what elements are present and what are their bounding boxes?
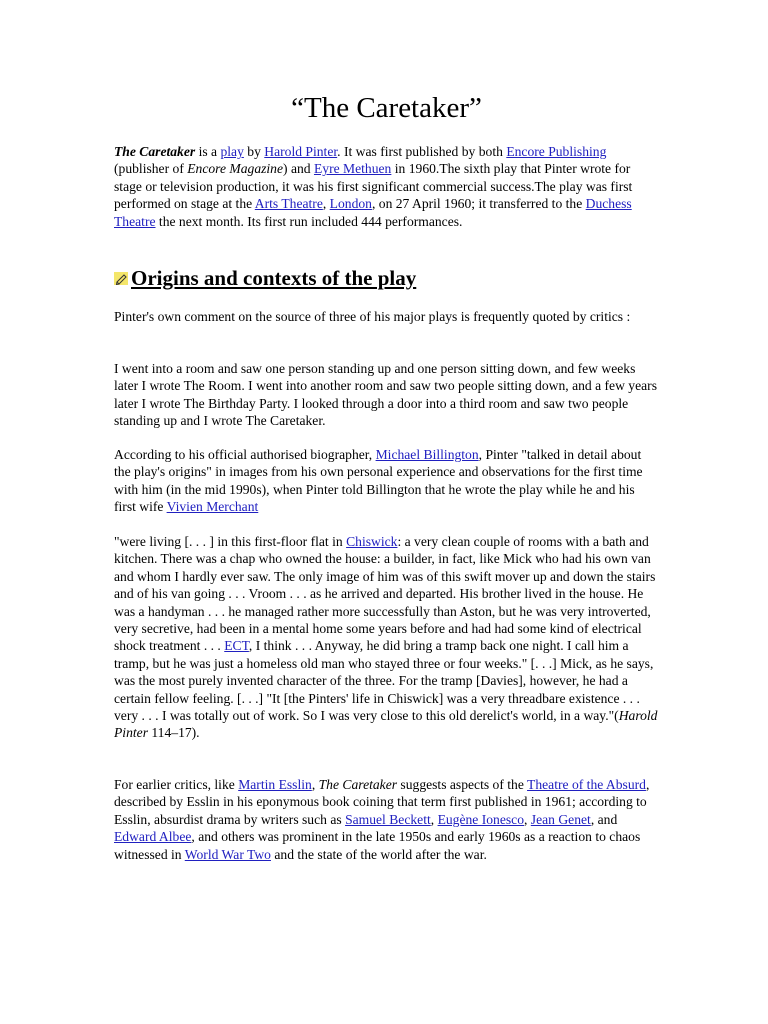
link-samuel-beckett[interactable]: Samuel Beckett [345,811,431,827]
link-harold-pinter[interactable]: Harold Pinter [264,144,338,159]
link-arts-theatre[interactable]: Arts Theatre [254,196,323,212]
link-vivien-merchant[interactable]: Vivien Merchant [166,499,259,515]
link-martin-esslin[interactable]: Martin Esslin [238,777,312,792]
paragraph-pinter-quote: I went into a room and saw one person standing up and one person sitting down, and few weeks later I wrote The Room. I went into another room and saw two people sitting down, and a few years later I wrote The Birthday Party. I looked through a door into a third room and saw two people standing up and I wrote The Caretaker. [114,361,657,429]
intro-paragraph: The Caretaker is a play by Harold Pinter. It was first published by both Encore Publishing (publisher of Encore Magazine) and Eyre Methuen in 1960.The sixth play that Pinter wrote for stage or television production, it was his first significant commercial success.The play was first performed on stage at the Arts Theatre, London, on 27 April 1960; it transferred to the Duchess Theatre the next month. Its first run included 444 performances. [114,144,633,229]
link-theatre-of-the-absurd[interactable]: Theatre of the Absurd [527,777,646,792]
paragraph-pinter-comment: Pinter's own comment on the source of three of his major plays is frequently quoted by critics : [114,309,631,324]
link-eugene-ionesco[interactable]: Eugène Ionesco [437,811,524,827]
play-title-italic: The Caretaker [318,777,398,792]
paragraph-billington: According to his official authorised biographer, Michael Billington, Pinter "talked in detail about the play's origins" in images from his own personal experience and observations for the first time with him (in the mid 1990s), when Pinter told Billington that he wrote the play while he and his first wife Vivien Merchant [114,447,643,515]
link-duchess-theatre[interactable]: Duchess Theatre [114,196,632,229]
link-ect[interactable]: ECT [224,638,249,654]
link-london[interactable]: London [329,196,372,212]
link-world-war-two[interactable]: World War Two [184,846,271,862]
section-heading-text: Origins and contexts of the play [131,266,417,290]
play-title: The Caretaker [114,144,196,159]
page-title: “The Caretaker” [291,92,482,124]
link-jean-genet[interactable]: Jean Genet [530,811,591,827]
paragraph-chiswick-quote: "were living [. . . ] in this first-floor flat in Chiswick: a very clean couple of rooms with a bath and kitchen. There was a chap who owned the house: a builder, in fact, like Mick who had his own van and whom I hardly ever saw. The only image of him was of this swift mover up and down the stairs and of his van going . . . Vroom . . . as he arrived and departed. His brother lived in the house. He was a handyman . . . he managed rather more successfully than Aston, but he was very introverted, very secretive, had been in a mental home some years before and had had some kind of electrical shock treatment . . . ECT, I think . . . Anyway, he did bring a tramp back one night. I call him a tramp, but he was just a homeless old man who stayed three or four weeks." [. . .] Mick, as he says, was the most purely invented character of the three. For the tramp [Davies], however, he had a certain fellow feeling. [. . .] "It [the Pinters' life in Chiswick] was a very threadbare existence . . . very . . . I was totally out of work. So I was very close to this old derelict's world, in a way."(Harold Pinter 114–17). [114,534,658,741]
link-michael-billington[interactable]: Michael Billington [375,447,479,462]
link-edward-albee[interactable]: Edward Albee [114,829,192,845]
cited-title: Harold Pinter [114,708,658,741]
encore-magazine: Encore Magazine [187,161,284,177]
link-chiswick[interactable]: Chiswick [346,534,398,549]
section-heading [114,264,416,292]
link-play[interactable]: play [220,144,244,159]
paragraph-esslin: For earlier critics, like Martin Esslin, The Caretaker suggests aspects of the Theatre of the Absurd, described by Esslin in his eponymous book coining that term first published in 1961; according to Esslin, absurdist drama by writers such as Samuel Beckett, Eugène Ionesco, Jean Genet, and Edward Albee, and others was prominent in the late 1950s and early 1960s as a reaction to chaos witnessed in World War Two and the state of the world after the war. [114,777,650,862]
link-encore-publishing[interactable]: Encore Publishing [506,144,607,159]
pencil-note-icon [114,272,128,285]
link-eyre-methuen[interactable]: Eyre Methuen [313,161,392,177]
